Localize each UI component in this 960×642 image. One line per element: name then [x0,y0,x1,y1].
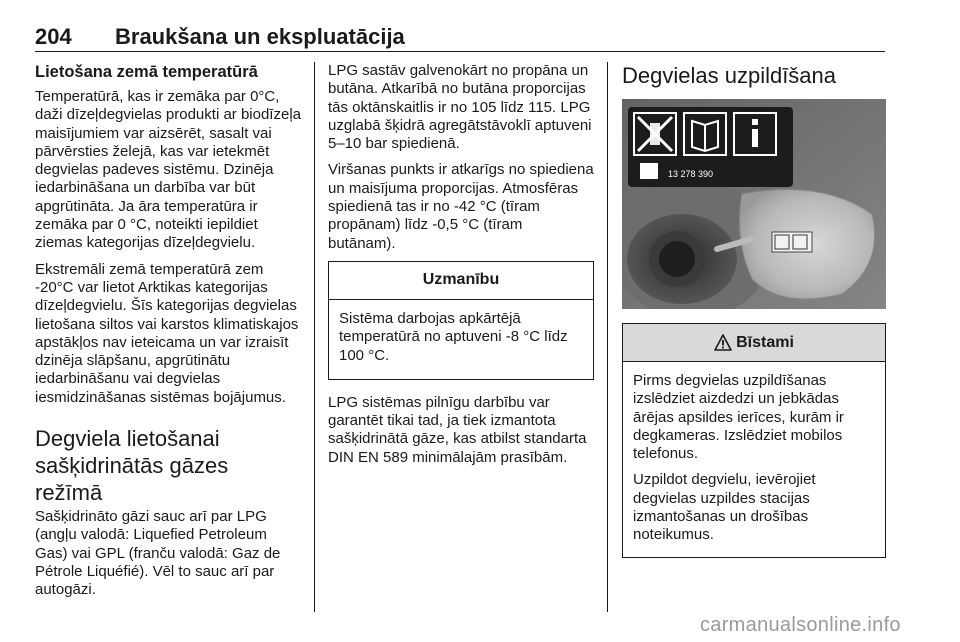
lpg-fuel-heading: Degviela lietošanai sašķidrinātās gāzes režīmā [35,426,229,506]
danger-paragraph: Pirms degvielas uzpildīšanas izslēdziet aizdedzi un jebkādas ārējas apsildes ierīces, kurām ir degkameras. Izslēdziet mobilos telefonus. [633,372,844,463]
notice-title: Uzmanību [329,262,593,300]
column-2 [328,62,594,475]
paragraph: Viršanas punkts ir atkarīgs no spiediena un maisījuma proporcijas. Atmosfēras spiedienā tas ir no -42 °C (tīram propānam) līdz -0,5 °C (tīram butānam). [328,161,594,252]
photo-label-code: 13 278 390 [668,169,714,179]
column-3 [622,62,886,558]
paragraph: Ekstremāli zemā temperatūrā zem -20°C var lietot Arktikas kategorijas dīzeļdegvielu. Šīs kategorijas degvielas lietošana siltos vai karstos klimatiskajos apstākļos nav ieteicama un var izraisīt dzinēja slāpšanu, apgrūtinātu iedarbināšanu vai degvielas iesmidzināšanas sistēmas bojājumus. [35,260,299,406]
column-divider-2 [607,62,608,612]
watermark: carmanualsonline.info [700,614,901,636]
paragraph: LPG sistēmas pilnīgu darbību var garantēt tikai tad, ja tiek izmantota sašķidrinātā gāze, kas atbilst standarta DIN EN 589 minimālajām prasībām. [328,393,587,466]
danger-box [622,323,886,558]
column-1 [35,62,301,608]
page-header [35,18,885,52]
page-number: 204 [35,24,72,49]
danger-paragraph: Uzpildot degvielu, ievērojiet degvielas uzpildes stacijas izmantošanas un drošības noteikumus. [633,471,816,544]
paragraph: LPG sastāv galvenokārt no propāna un butāna. Atkarībā no butāna proporcijas tās oktānskaitlis ir no 105 līdz 115. LPG uzglabā šķidrā agregātstāvoklī aptuveni 5–10 bar spiedienā. [328,62,592,153]
fuel-filler-flap-photo [622,99,886,309]
warning-triangle-icon [714,334,732,351]
danger-header [623,324,885,362]
fuel-filler-illustration [622,99,886,309]
page-title: Braukšana un ekspluatācija [115,24,405,49]
refueling-heading: Degvielas uzpildīšana [622,63,837,88]
danger-title: Bīstami [736,333,794,351]
notice-text: Sistēma darbojas apkārtējā temperatūrā no aptuveni -8 °C līdz 100 °C. [339,309,568,364]
notice-box [328,261,594,380]
low-temperature-subheading: Lietošana zemā temperatūrā [35,63,258,81]
paragraph: Temperatūrā, kas ir zemāka par 0°C, daži dīzeļdegvielas produkti ar biodīzeļa maisījumiem var aizsērēt, sasalt vai pārvērsties želejā, kas var ietekmēt degvielas padeves sistēmu. Dzinēja iedarbināšana un darbība var būt apgrūtināta. Ja āra temperatūra ir zemāka par 0 °C, noteikti iepildiet ziemas kategorijas dīzeļdegvielu. [35,88,301,252]
paragraph: Sašķidrināto gāzi sauc arī par LPG (angļu valodā: Liquefied Petroleum Gas) vai GPL (franču valodā: Gaz de Pétrole Liquéfié). Vēl to sauc arī par autogāzi. [35,508,281,599]
column-divider-1 [314,62,315,612]
